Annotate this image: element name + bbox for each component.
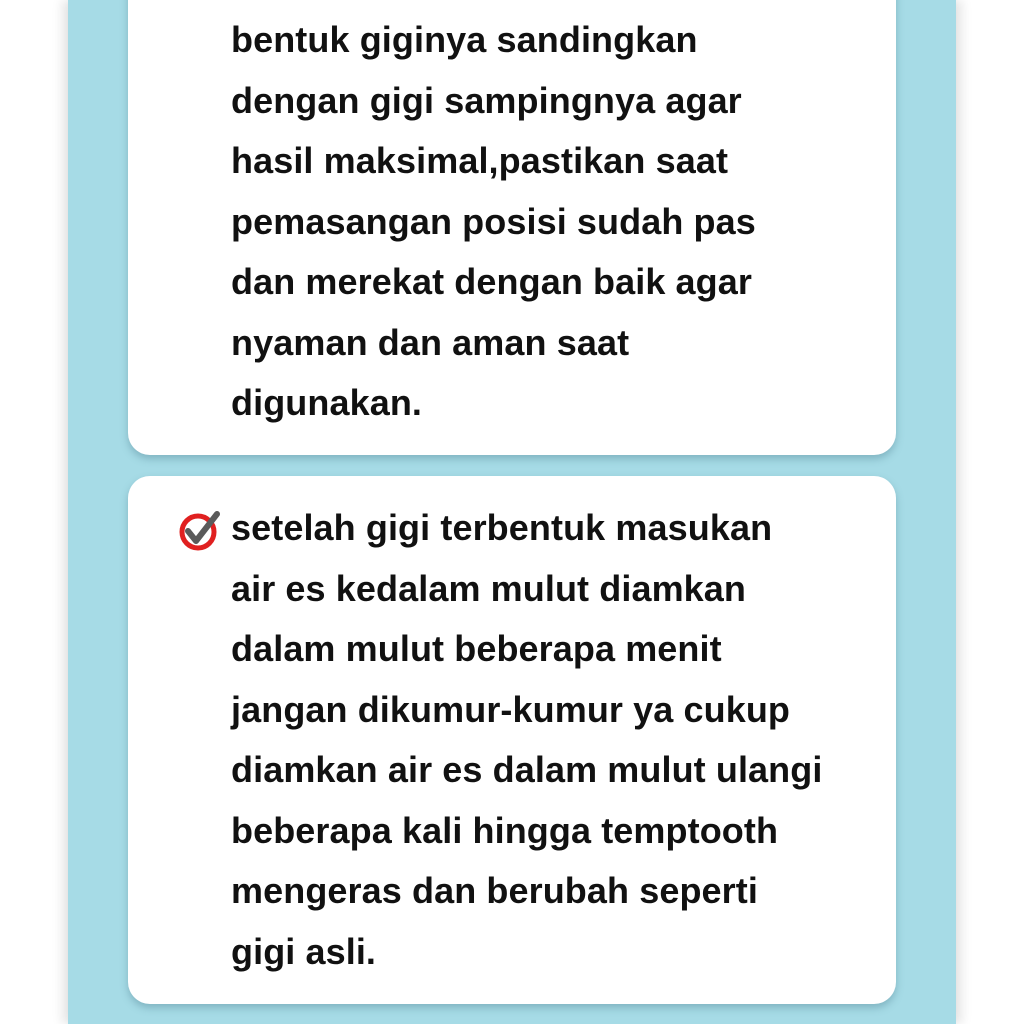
instruction-text-2: setelah gigi terbentuk masukan air es kedalam mulut diamkan dalam mulut beberapa menit jangan dikumur-kumur ya cukup diamkan air es dalam mulut ulangi beberapa kali hingga temptooth mengeras dan berubah seperti gigi asli. xyxy=(231,507,823,972)
check-mark-icon xyxy=(178,508,222,552)
instruction-text-1: bentuk giginya sandingkan dengan gigi sampingnya agar hasil maksimal,pastikan saat pemasangan posisi sudah pas dan merekat dengan baik agar nyaman dan aman saat digunakan. xyxy=(231,19,756,423)
